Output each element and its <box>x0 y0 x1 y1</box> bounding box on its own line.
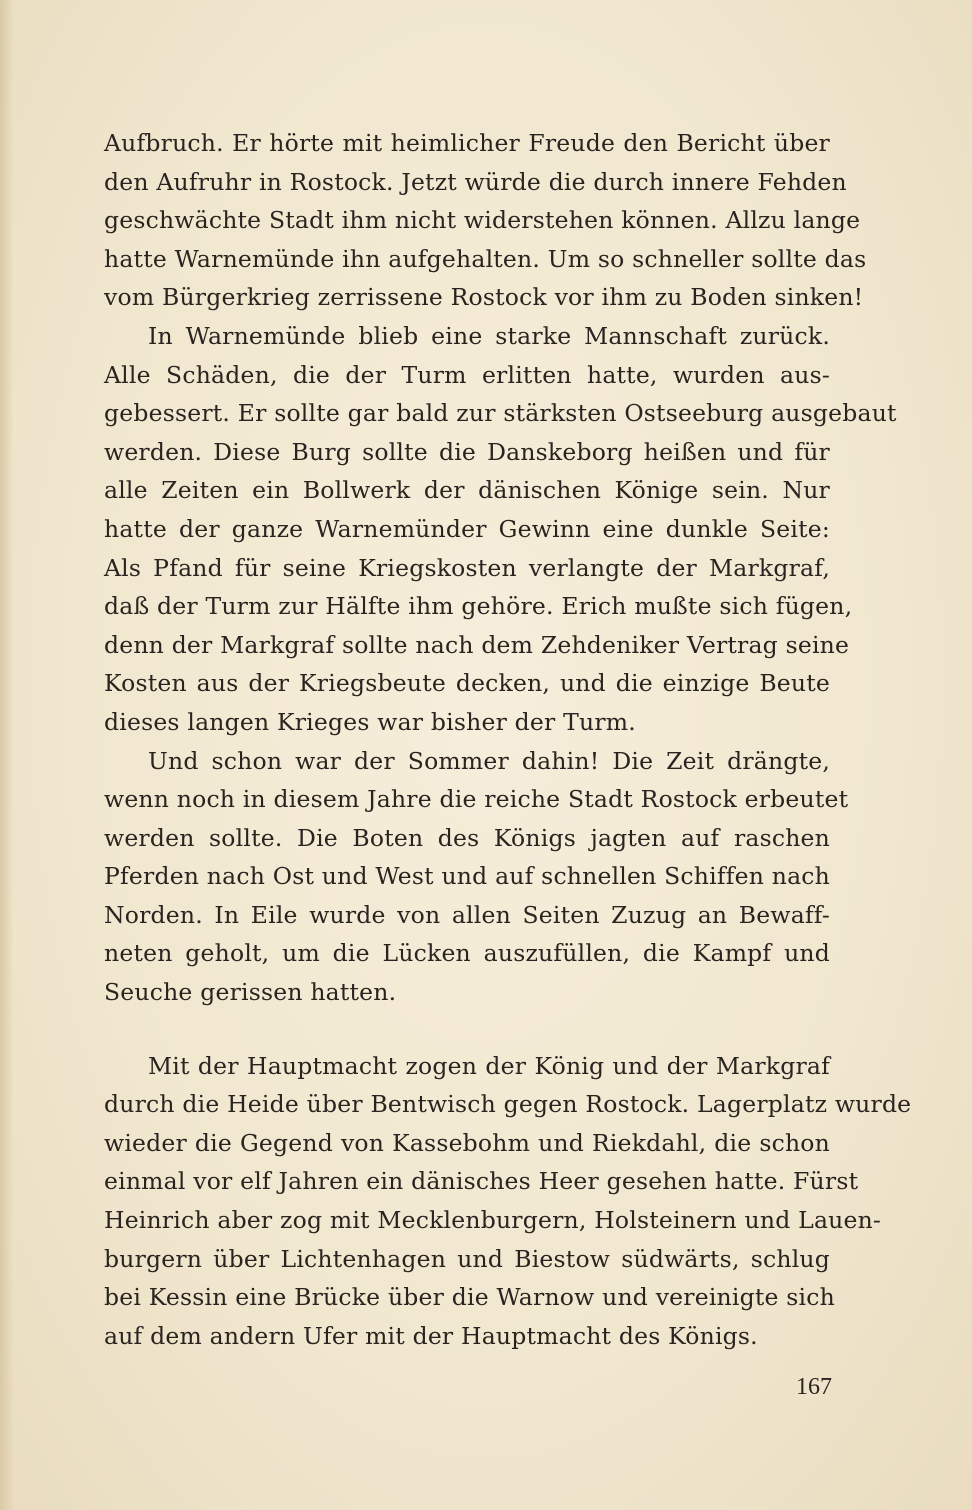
text-line: Alle Schäden, die der Turm erlitten hatte, wurden aus- <box>104 360 830 389</box>
text-line: durch die Heide über Bentwisch gegen Rostock. Lagerplatz wurde <box>104 1090 912 1119</box>
text-line: Mit der Hauptmacht zogen der König und der Markgraf <box>148 1051 830 1080</box>
text-line: Norden. In Eile wurde von allen Seiten Zuzug an Bewaff- <box>104 900 830 929</box>
text-line: Aufbruch. Er hörte mit heimlicher Freude den Bericht über <box>104 129 830 157</box>
text-line: einmal vor elf Jahren ein dänisches Heer gesehen hatte. Fürst <box>104 1167 859 1196</box>
text-line: werden. Diese Burg sollte die Danskeborg heißen und für <box>104 437 830 466</box>
text-line: daß der Turm zur Hälfte ihm gehöre. Erich mußte sich fügen, <box>104 592 853 621</box>
text-line: Pferden nach Ost und West und auf schnellen Schiffen nach <box>104 862 830 891</box>
text-line: wenn noch in diesem Jahre die reiche Stadt Rostock erbeutet <box>104 785 849 814</box>
text-line: bei Kessin eine Brücke über die Warnow und vereinigte sich <box>104 1283 835 1312</box>
text-line: Und schon war der Sommer dahin! Die Zeit drängte, <box>148 746 830 775</box>
text-line: auf dem andern Ufer mit der Hauptmacht des Königs. <box>104 1321 758 1350</box>
text-line: werden sollte. Die Boten des Königs jagten auf raschen <box>104 823 830 852</box>
body-text <box>104 124 912 1355</box>
text-line: neten geholt, um die Lücken auszufüllen, die Kampf und <box>104 939 830 968</box>
text-line: Seuche gerissen hatten. <box>104 978 397 1007</box>
paragraph <box>104 317 897 742</box>
text-line: In Warnemünde blieb eine starke Mannschaft zurück. <box>148 321 830 350</box>
text-line: denn der Markgraf sollte nach dem Zehdeniker Vertrag seine <box>104 630 850 659</box>
text-line: burgern über Lichtenhagen und Biestow südwärts, schlug <box>104 1244 830 1273</box>
text-line: alle Zeiten ein Bollwerk der dänischen Könige sein. Nur <box>104 476 830 505</box>
text-line: vom Bürgerkrieg zerrissene Rostock vor ihm zu Boden sinken! <box>104 283 864 312</box>
text-line: den Aufruhr in Rostock. Jetzt würde die durch innere Fehden <box>104 167 847 196</box>
text-line: hatte der ganze Warnemünder Gewinn eine dunkle Seite: <box>104 514 830 543</box>
page-edge-shadow <box>0 0 14 1510</box>
text-line: wieder die Gegend von Kassebohm und Riekdahl, die schon <box>104 1128 830 1157</box>
paragraph <box>104 742 849 1012</box>
paragraph <box>104 1047 912 1356</box>
section-break <box>104 1012 830 1047</box>
text-line: gebessert. Er sollte gar bald zur stärksten Ostseeburg ausgebaut <box>104 399 897 428</box>
text-line: Kosten aus der Kriegsbeute decken, und die einzige Beute <box>104 669 830 698</box>
text-line: Heinrich aber zog mit Mecklenburgern, Holsteinern und Lauen- <box>104 1206 882 1235</box>
page-number: 167 <box>796 1374 832 1400</box>
paragraph <box>104 124 867 317</box>
text-line: hatte Warnemünde ihn aufgehalten. Um so schneller sollte das <box>104 244 867 273</box>
text-line: geschwächte Stadt ihm nicht widerstehen können. Allzu lange <box>104 206 861 235</box>
text-line: Als Pfand für seine Kriegskosten verlangte der Markgraf, <box>104 553 830 582</box>
text-line: dieses langen Krieges war bisher der Turm. <box>104 707 636 736</box>
